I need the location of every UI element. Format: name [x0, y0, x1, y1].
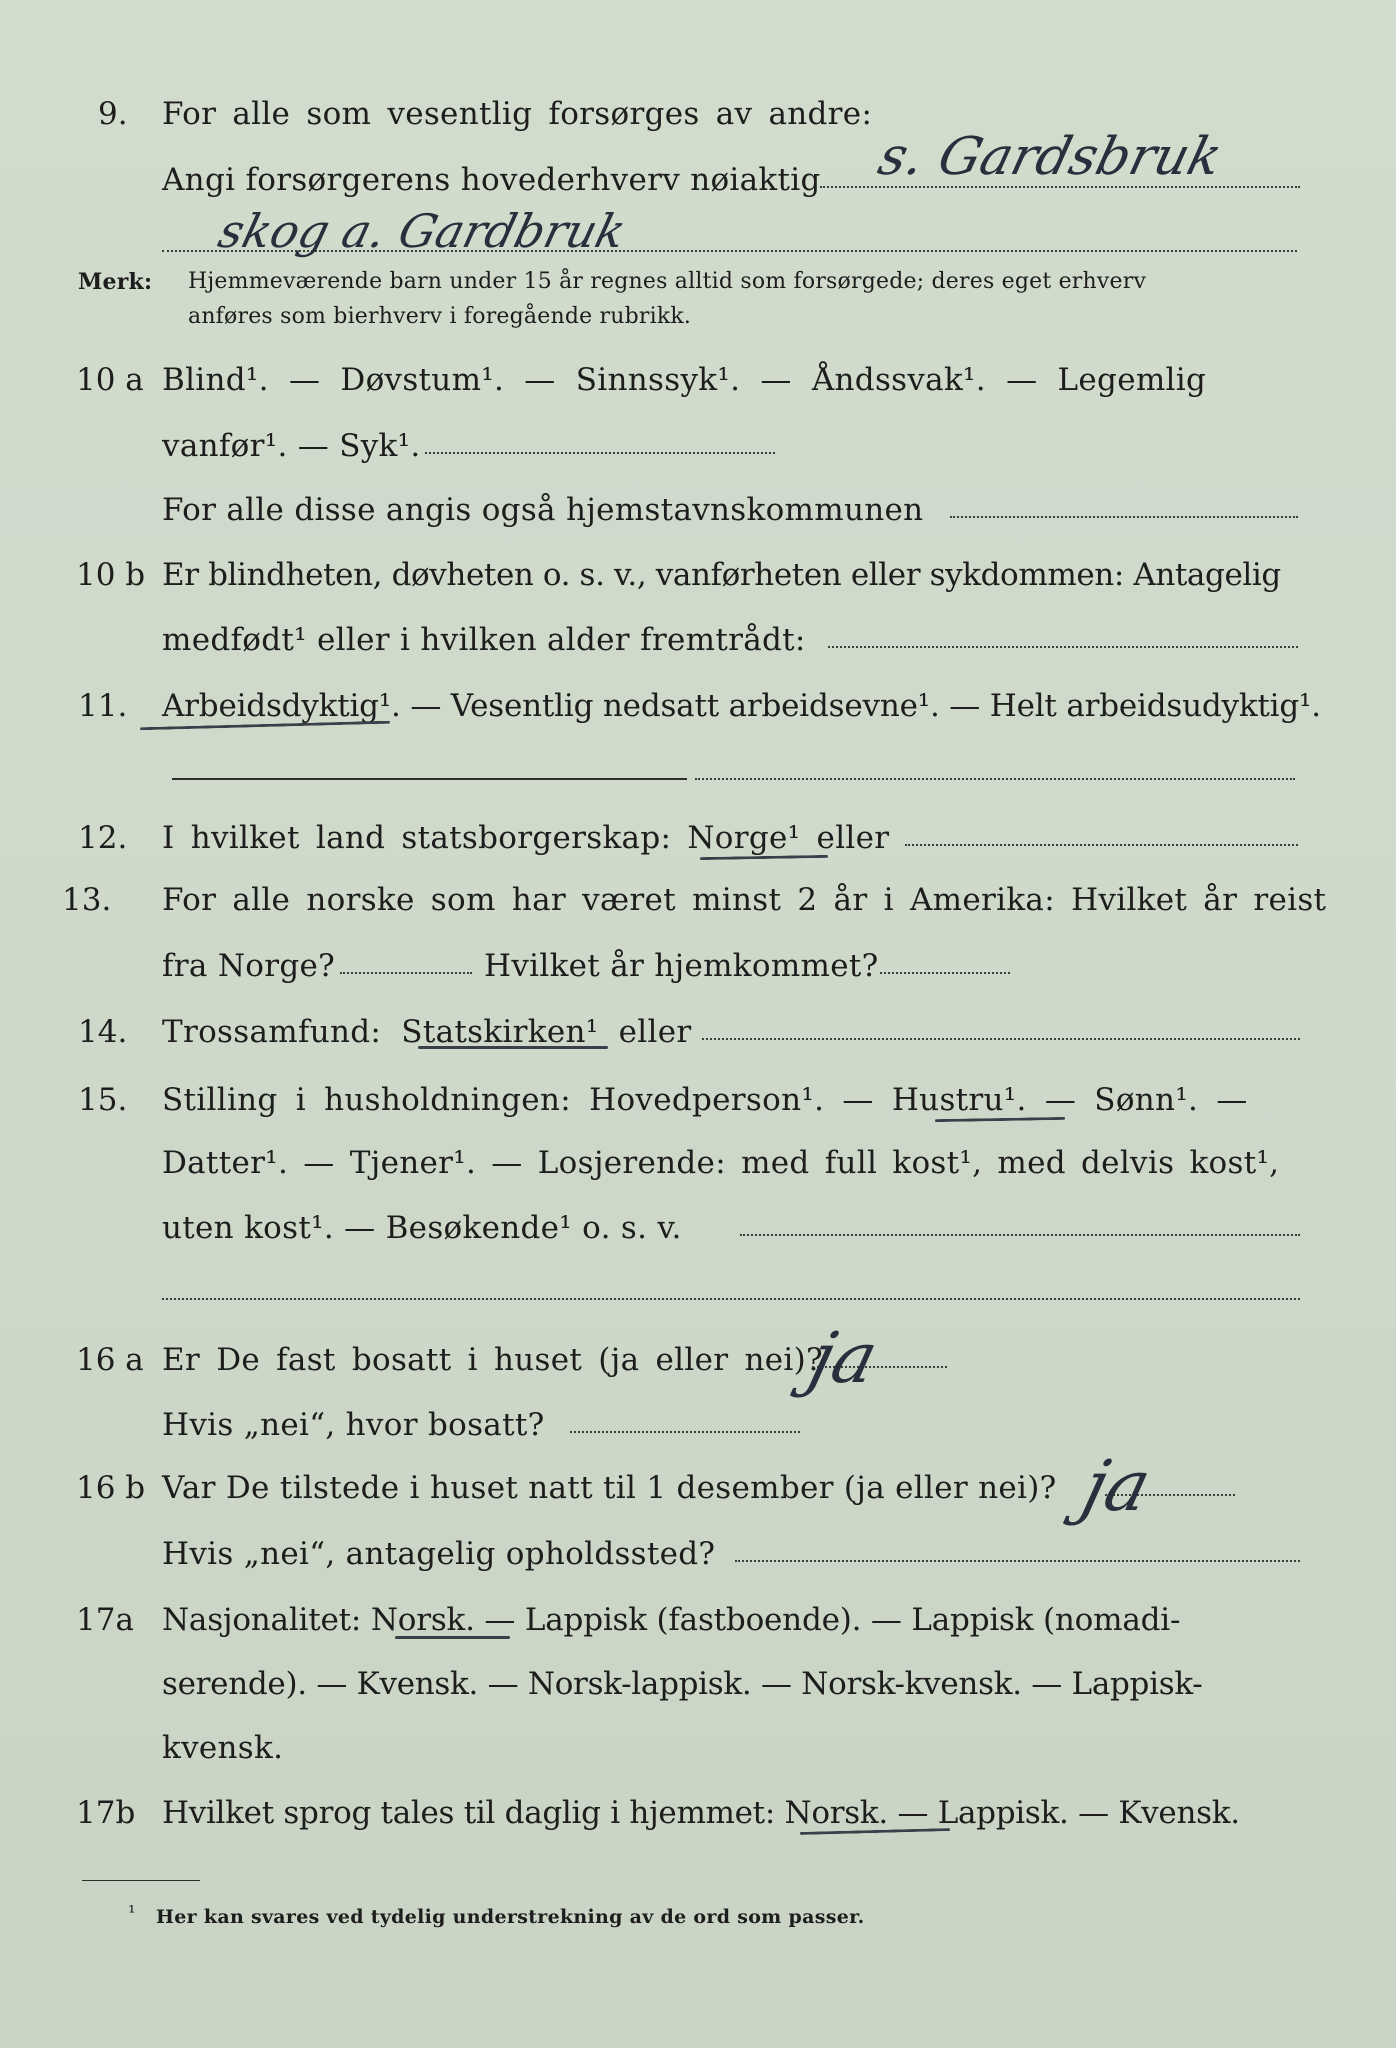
footnote-text: Her kan svares ved tydelig understrekning av de ord som passer.	[156, 1906, 865, 1928]
q15-extra-line	[162, 1298, 1300, 1300]
merk-label: Merk:	[78, 269, 153, 295]
q10a-line3: For alle disse angis også hjemstavnskommunen	[162, 492, 924, 528]
q17b-line1: Hvilket sprog tales til daglig i hjemmet: Norsk. — Lappisk. — Kvensk.	[162, 1795, 1240, 1831]
q14-answer-line	[702, 1038, 1300, 1040]
q15-line2: Datter¹. — Tjener¹. — Losjerende: med full kost¹, med delvis kost¹,	[162, 1145, 1280, 1181]
q11-line1: Arbeidsdyktig¹. — Vesentlig nedsatt arbeidsevne¹. — Helt arbeidsudyktig¹.	[162, 688, 1321, 724]
q10a-syk-line	[425, 452, 775, 454]
q12-number: 12.	[78, 820, 128, 856]
q16a-line2: Hvis „nei“, hvor bosatt?	[162, 1407, 545, 1443]
q13-line1: For alle norske som har været minst 2 år i Amerika: Hvilket år reist	[162, 882, 1327, 918]
q10a-line2: vanfør¹. — Syk¹.	[162, 428, 421, 464]
q10a-hjemstavn-line	[950, 516, 1298, 518]
q11-rule-left	[172, 778, 687, 780]
q9-line2: Angi forsørgerens hovederhverv nøiaktig	[162, 162, 821, 198]
q17a-line2: serende). — Kvensk. — Norsk-lappisk. — Norsk-kvensk. — Lappisk-	[162, 1666, 1203, 1702]
footnote-rule	[82, 1880, 200, 1881]
footnote-mark: ¹	[128, 1902, 136, 1924]
q13-hjemkommet-line	[880, 972, 1010, 974]
q12-answer-line	[905, 844, 1298, 846]
q16b-line1: Var De tilstede i huset natt til 1 desember (ja eller nei)?	[162, 1470, 1057, 1506]
q10b-answer-line	[828, 646, 1298, 648]
q17a-number: 17a	[76, 1602, 134, 1638]
q10b-number: 10 b	[76, 557, 146, 593]
q16a-bosatt-line	[570, 1431, 800, 1433]
q17a-line3: kvensk.	[162, 1730, 284, 1766]
q9-handwritten-answer1: s. Gardsbruk	[872, 127, 1228, 187]
q15-number: 15.	[78, 1082, 128, 1118]
q16a-line1: Er De fast bosatt i huset (ja eller nei)?	[162, 1342, 823, 1378]
q12-line1: I hvilket land statsborgerskap: Norge¹ eller	[162, 820, 890, 856]
q16b-line2: Hvis „nei“, antagelig opholdssted?	[162, 1536, 716, 1572]
merk-line1: Hjemmeværende barn under 15 år regnes alltid som forsørgede; deres eget erhverv	[188, 269, 1147, 294]
q17b-number: 17b	[76, 1795, 136, 1831]
q14-answer-underline	[418, 1046, 608, 1049]
q15-line1: Stilling i husholdningen: Hovedperson¹. — Hustru¹. — Sønn¹. —	[162, 1082, 1248, 1118]
q13-line2b: Hvilket år hjemkommet?	[484, 948, 879, 984]
q10a-line1: Blind¹. — Døvstum¹. — Sinnssyk¹. — Åndssvak¹. — Legemlig	[162, 362, 1207, 398]
q10b-line1: Er blindheten, døvheten o. s. v., vanførheten eller sykdommen: Antagelig	[162, 557, 1281, 593]
q15-answer-line	[740, 1234, 1300, 1236]
q9-handwritten-answer2: skog a. Gardbruk	[213, 204, 632, 258]
q9-line1: For alle som vesentlig forsørges av andre:	[162, 96, 873, 132]
q9-number: 9.	[98, 96, 128, 132]
merk-line2: anføres som bierhverv i foregående rubrikk.	[188, 304, 692, 329]
q11-rule-right	[695, 778, 1295, 780]
q10a-number: 10 a	[76, 362, 144, 398]
q14-line1: Trossamfund: Statskirken¹ eller	[162, 1014, 692, 1050]
q10b-line2: medfødt¹ eller i hvilken alder fremtrådt:	[162, 622, 806, 658]
q16a-number: 16 a	[76, 1342, 144, 1378]
q13-reist-line	[340, 972, 472, 974]
q11-number: 11.	[78, 688, 128, 724]
q16b-opholdssted-line	[735, 1560, 1300, 1562]
q13-number: 13.	[62, 882, 112, 918]
q16b-number: 16 b	[76, 1470, 146, 1506]
q13-line2a: fra Norge?	[162, 948, 336, 984]
q16b-handwritten-answer: ja	[1074, 1445, 1159, 1527]
q14-number: 14.	[78, 1014, 128, 1050]
q16a-handwritten-answer: ja	[801, 1317, 886, 1399]
q15-line3: uten kost¹. — Besøkende¹ o. s. v.	[162, 1210, 682, 1246]
q17a-answer-underline	[395, 1636, 510, 1639]
q17a-line1: Nasjonalitet: Norsk. — Lappisk (fastboende). — Lappisk (nomadi-	[162, 1602, 1181, 1638]
